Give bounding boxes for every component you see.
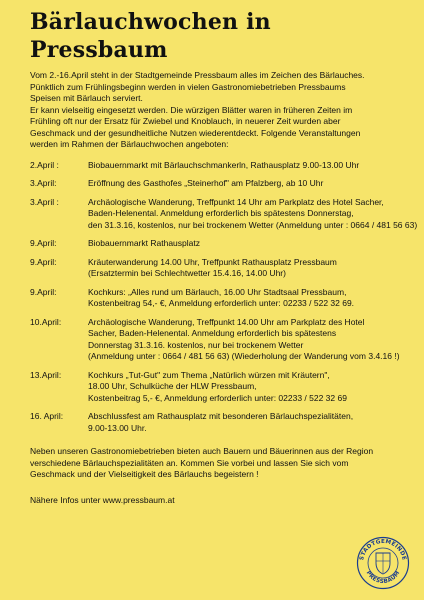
event-list — [30, 159, 418, 435]
closing-text — [30, 446, 402, 481]
page-title: Bärlauchwochen in Pressbaum — [30, 9, 271, 63]
event-line: Archäologische Wanderung, Treffpunkt 14 Uhr am Parkplatz des Hotel Sacher, — [88, 196, 384, 207]
intro-line: werden im Rahmen der Bärlauchwochen angeboten: — [30, 139, 229, 149]
event-item — [30, 178, 402, 190]
event-description — [88, 287, 402, 310]
event-line: Eröffnung des Gasthofes „Steinerhof" am Pfalzberg, ab 10 Uhr — [88, 178, 324, 188]
event-description — [88, 160, 402, 172]
event-item — [30, 196, 418, 232]
intro-line: Vom 2.-16.April steht in der Stadtgemeinde Pressbaum alles im Zeichen des Bärlauches. — [30, 70, 365, 80]
event-line: Baden-Helenental. Anmeldung erforderlich bis spätestens Donnerstag, — [88, 208, 354, 218]
event-item — [30, 317, 402, 363]
closing-line: Neben unseren Gastronomiebetrieben bieten auch Bauern und Bäuerinnen aus der Region — [30, 446, 374, 456]
event-date: 3.April : — [30, 196, 59, 207]
event-date: 10.April: — [30, 316, 62, 327]
event-date: 9.April: — [30, 256, 57, 267]
event-description — [88, 317, 402, 363]
event-date: 9.April: — [30, 238, 57, 248]
event-date: 16. April: — [30, 411, 64, 421]
event-line: Donnerstag 31.3.16. kostenlos, nur bei trockenem Wetter — [88, 339, 304, 350]
more-info-line: Nähere Infos unter www.pressbaum.at — [30, 494, 175, 505]
event-item — [30, 411, 402, 434]
event-item — [30, 238, 402, 250]
event-line: den 31.3.16, kostenlos, nur bei trockenem Wetter (Anmeldung unter : 0664 / 481 56 63) — [88, 219, 418, 230]
event-line: 18.00 Uhr, Schulküche der HLW Pressbaum, — [88, 381, 257, 391]
event-line: Biobauernmarkt mit Bärlauchschmankerln, Rathausplatz 9.00-13.00 Uhr — [88, 159, 360, 170]
event-line: Abschlussfest am Rathausplatz mit besonderen Bärlauchspezialitäten, — [88, 411, 354, 421]
event-item — [30, 370, 402, 405]
seal-top-text: STADTGEMEINDE — [359, 538, 407, 561]
event-description — [88, 238, 402, 250]
event-description — [88, 411, 402, 434]
event-description — [88, 257, 402, 280]
event-line: Kostenbeitrag 54,- €, Anmeldung erforderlich unter: 02233 / 522 32 69. — [88, 298, 355, 308]
event-line: Kräuterwanderung 14.00 Uhr, Treffpunkt Rathausplatz Pressbaum — [88, 256, 337, 267]
event-description — [88, 178, 402, 190]
intro-line: Speisen mit Bärlauch serviert. — [30, 93, 143, 103]
event-line: Biobauernmarkt Rathausplatz — [88, 238, 200, 248]
closing-line: verschiedene Bärlauchspezialitäten an. Kommen Sie vorbei und lassen Sie sich vom — [30, 457, 349, 468]
intro-line: Er kann vielseitig eingesetzt werden. Die würzigen Blätter waren in früheren Zeiten im — [30, 104, 353, 115]
event-description — [88, 197, 417, 232]
municipal-seal-icon — [356, 536, 410, 590]
event-description — [88, 370, 402, 405]
event-item — [30, 287, 402, 310]
event-line: (Ersatztermin bei Schlechtwetter 15.4.16, 14.00 Uhr) — [88, 268, 286, 278]
event-line: Kostenbeitrag 5,- €, Anmeldung erforderlich unter: 02233 / 522 32 69 — [88, 392, 347, 403]
event-date: 9.April: — [30, 286, 57, 297]
intro-line: Frühling oft nur der Ersatz für Zwiebel und Knoblauch, in neuerer Zeit wurden aber — [30, 116, 341, 126]
seal-bottom-text: PRESSBAUM — [364, 570, 402, 586]
closing-line: Geschmack und der Vielseitigkeit des Bärlauchs begeistern ! — [30, 469, 259, 479]
event-line: 9.00-13.00 Uhr. — [88, 422, 147, 433]
intro-line: Pünktlich zum Frühlingsbeginn werden in vielen Gastronomiebetrieben Pressbaums — [30, 81, 346, 92]
event-date: 3.April: — [30, 178, 57, 188]
intro-text — [30, 70, 402, 151]
event-item — [30, 160, 402, 172]
event-line: Kochkurs „Tut-Gut" zum Thema „Natürlich würzen mit Kräutern", — [88, 369, 330, 380]
event-line: Sacher, Baden-Helenental. Anmeldung erforderlich bis spätestens — [88, 328, 337, 338]
event-date: 13.April: — [30, 369, 62, 380]
event-line: Archäologische Wanderung, Treffpunkt 14.00 Uhr am Parkplatz des Hotel — [88, 316, 365, 327]
event-item — [30, 257, 402, 280]
intro-line: Geschmack und der gesundheitliche Nutzen wiederentdeckt. Folgende Veranstaltungen — [30, 127, 361, 138]
event-line: (Anmeldung unter : 0664 / 481 56 63) (Wiederholung der Wanderung vom 3.4.16 !) — [88, 351, 400, 361]
event-line: Kochkurs: „Alles rund um Bärlauch, 16.00 Uhr Stadtsaal Pressbaum, — [88, 286, 347, 297]
event-date: 2.April : — [30, 159, 59, 170]
